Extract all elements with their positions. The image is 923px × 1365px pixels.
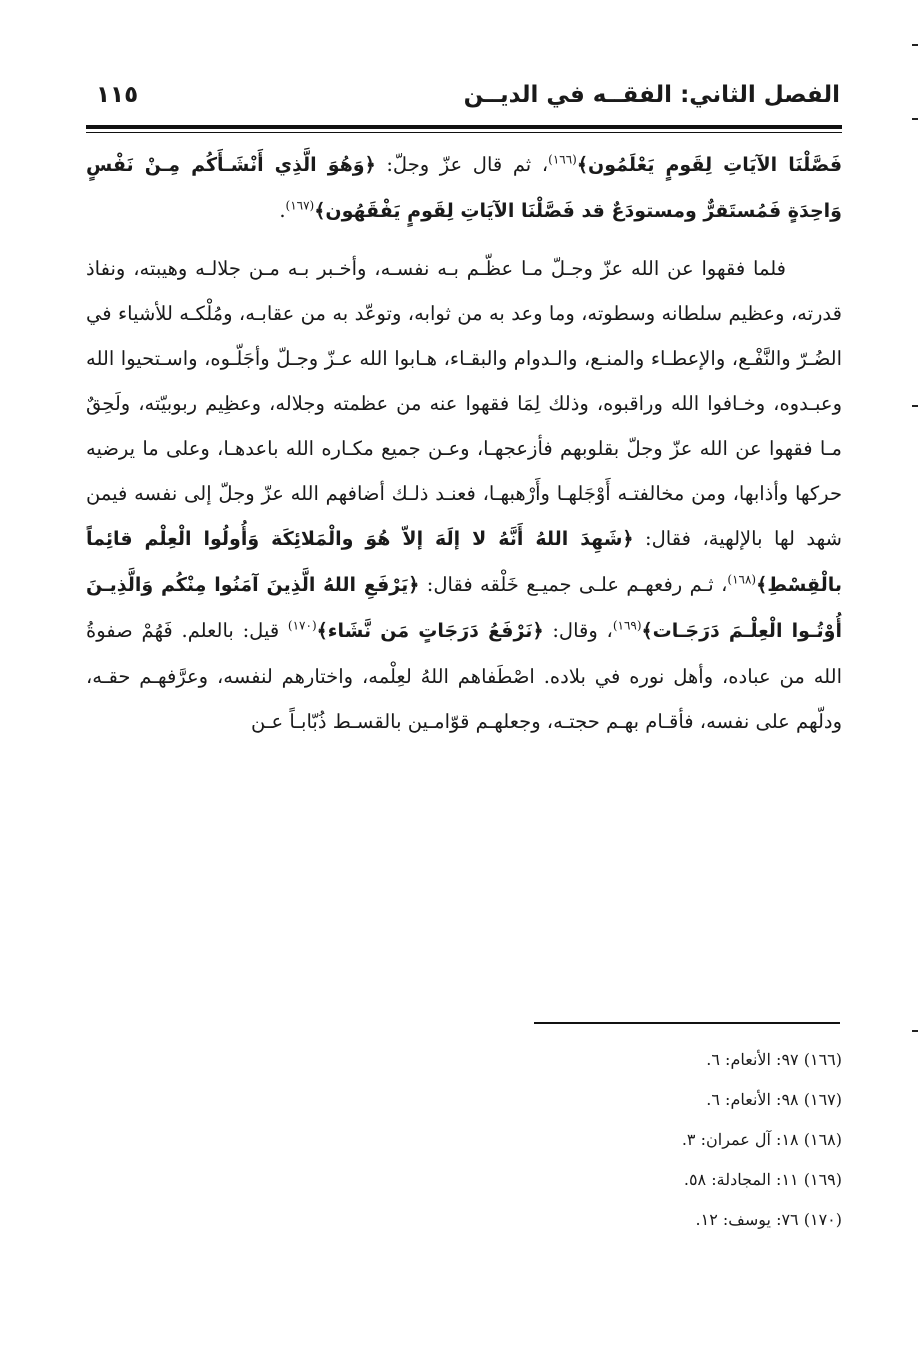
intro-paragraph <box>86 142 842 234</box>
quran-verse: ﴿يَرْفَعِ اللهُ الَّذِينَ آمَنُوا مِنْكُم وَالَّذِيـنَ أُوْتُـوا الْعِلْـمَ دَرَجَـات﴾ <box>86 574 843 642</box>
footnote-ref: (١٦٧) <box>285 198 315 213</box>
body-paragraph <box>86 246 842 744</box>
text-run: قيل: بالعلم. فَهُمْ صفوةُ الله من عباده، وأهل نوره في بلاده. اصْطَفاهم اللهُ لعِلْمه، واختارهم لنفسه، وعرَّفهـم حقـه، ودلّهم على نفسه، فأقـام بهـم حجتـه، وجعلهـم قوّامـين بالقسـط ذُبّابـاً عـن <box>86 619 842 733</box>
text-run: . <box>279 199 286 222</box>
quran-verse: ﴿نَرْفَعُ دَرَجَاتٍ مَن نَّشَاء﴾ <box>316 620 544 642</box>
footnotes <box>86 1040 842 1240</box>
page-header <box>88 78 840 118</box>
footnote-ref: (١٦٨) <box>727 572 757 587</box>
main-text <box>86 142 842 744</box>
quran-verse: فَصَّلْنَا الآيَاتِ لِقَومٍ يَعْلَمُون﴾ <box>576 154 843 176</box>
footnote-separator <box>534 1022 840 1024</box>
footnote-item: (١٦٦) ٩٧: الأنعام: ٦. <box>706 1050 842 1069</box>
text-run: ، ثم قال عزّ وجلّ: <box>375 153 549 176</box>
header-rule-thick <box>86 125 842 129</box>
quran-verse: ﴿وَهُوَ الَّذِي أَنْشَـأَكُم مِـنْ نَفْسٍ وَاحِدَةٍ فَمُستَقرٌّ ومستودَعٌ قد فَصَّلْنَا الآيَاتِ لِقَومٍ يَفْقَهُون﴾ <box>86 154 842 222</box>
text-run: ، ثـم رفعهـم علـى جميـع خَلْقه فقال: <box>419 573 728 596</box>
footnote-ref: (١٦٦) <box>548 152 577 167</box>
page-number: ١١٥ <box>96 82 139 108</box>
scan-mark <box>912 405 918 407</box>
scan-mark <box>912 1030 918 1032</box>
footnote-item: (١٦٨) ١٨: آل عمران: ٣. <box>681 1130 842 1149</box>
text-run: ، وقال: <box>543 619 613 642</box>
footnote-ref: (١٧٠) <box>287 618 317 633</box>
footnote-item: (١٦٧) ٩٨: الأنعام: ٦. <box>706 1090 842 1109</box>
text-run: فلما فقهوا عن الله عزّ وجـلّ مـا عظّـم بـه نفسـه، وأخـبر بـه مـن جلالـه وهيبته، ونفاذ قدرته، وعظيم سلطانه وسطوته، وما وعد به من ثوابه، وتوعّد به من عقابـه، ومُلْكـه للأشياء في الضُـرّ والنَّفْـع، والإعطـاء والمنـع، والـدوام والبقـاء، هـابوا الله عـزّ وجـلّ وأجَلّـوه، واسـتحيوا الله وعبـدوه، وخـافوا الله وراقبوه، وذلك لِمَا فقهوا عنه من عظمته وجلاله، وعظِيم ربوبيّته، ولَحِقٌ مـا فقهوا عن الله عزّ وجلّ بقلوبهم فأزعجهـا، وعـن جميع مكـاره الله باعدهـا، وعلى ما يرضيه حركها وأذابها، ومن مخالفتـه أَوْجَلهـا وأَرْهبهـا، فعنـد ذلـك أضافهم الله عزّ وجلّ إلى نفسه فيمن شهد لها بالإلهية، فقال: <box>86 257 842 550</box>
header-rule-thin <box>86 132 842 133</box>
footnote-ref: (١٦٩) <box>612 618 642 633</box>
scan-mark <box>912 118 918 120</box>
chapter-title: الفصل الثاني: الفقــه في الديــن <box>463 82 840 108</box>
footnote-item: (١٦٩) ١١: المجادلة: ٥٨. <box>683 1170 842 1189</box>
scan-mark <box>912 44 918 46</box>
footnote-item: (١٧٠) ٧٦: يوسف: ١٢. <box>695 1210 842 1229</box>
quran-verse: ﴿شَهِدَ اللهُ أَنَّهُ لا إلَهَ إلاّ هُوَ والْمَلائِكَة وَأُولُوا الْعِلْم قائِماً بالْقِسْطِ﴾ <box>86 528 842 596</box>
